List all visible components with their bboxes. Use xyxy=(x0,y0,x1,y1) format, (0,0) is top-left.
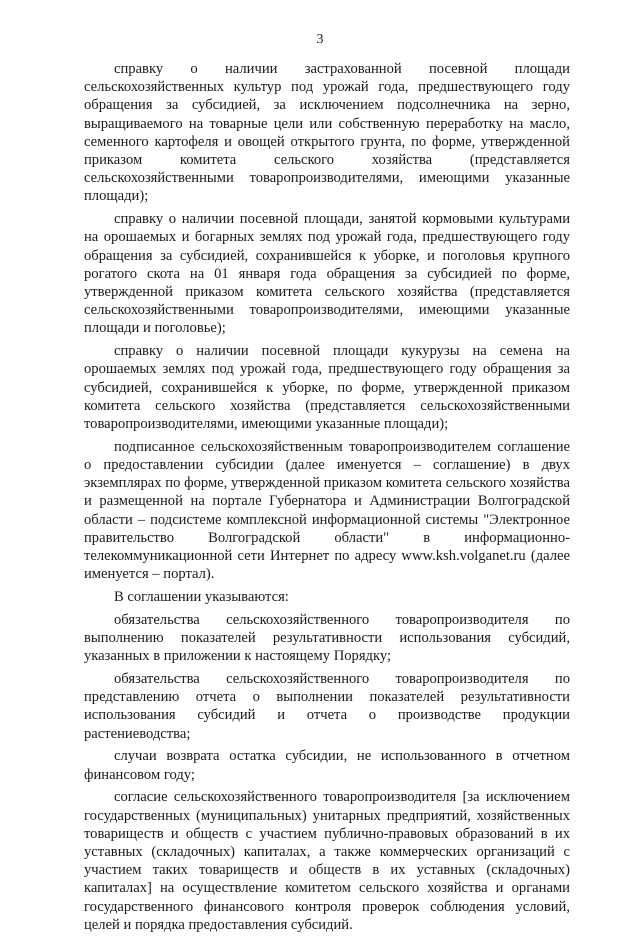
paragraph: обязательства сельскохозяйственного товаропроизводителя по выполнению показателей результативности использования субсидий, указанных в приложении к настоящему Порядку; xyxy=(84,611,570,665)
paragraph: согласие сельскохозяйственного товаропроизводителя [за исключением государственных (муниципальных) унитарных предприятий, хозяйственных товариществ и обществ с участием публично-правовых образований в их уставных (складочных) капиталах, а также коммерческих организаций с участием таких товариществ и обществ в их уставных (складочных) капиталах] на осуществление комитетом сельского хозяйства и органами государственного финансового контроля проверок соблюдения условий, целей и порядка предоставления субсидий. xyxy=(84,789,570,933)
paragraph: В соглашении указываются: xyxy=(114,589,289,606)
document-body xyxy=(84,60,570,939)
paragraph: справку о наличии посевной площади кукурузы на семена на орошаемых землях под урожай года, предшествующего году обращения за субсидией, сохранившейся к уборке, по форме, утвержденной приказом комитета сельского хозяйства (представляется сельскохозяйственными товаропроизводителями, имеющими указанные площади); xyxy=(84,343,570,433)
paragraph: подписанное сельскохозяйственным товаропроизводителем соглашение о предоставлении субсидии (далее именуется – соглашение) в двух экземплярах по форме, утвержденной приказом комитета сельского хозяйства и размещенной на портале Губернатора и Администрации Волгоградской области – подсистеме комплексной информационной системы "Электронное правительство Волгоградской области" в информационно-телекоммуникационной сети Интернет по адресу www.ksh.volganet.ru (далее именуется – портал). xyxy=(84,438,570,583)
paragraph: справку о наличии посевной площади, занятой кормовыми культурами на орошаемых и богарных землях под урожай года, предшествующего году обращения за субсидией, сохранившейся к уборке, и поголовья крупного рогатого скота на 01 января года обращения за субсидией по форме, утвержденной приказом комитета сельского хозяйства (представляется сельскохозяйственными товаропроизводителями, имеющими указанные площади и поголовье); xyxy=(84,211,570,337)
paragraph: случаи возврата остатка субсидии, не использованного в отчетном финансовом году; xyxy=(84,748,570,783)
paragraph: справку о наличии застрахованной посевной площади сельскохозяйственных культур под урожай года, предшествующего году обращения за субсидией, за исключением подсолнечника на зерно, выращиваемого на товарные цели или собственную переработку на масло, семенного картофеля и овощей открытого грунта, по форме, утвержденной приказом комитета сельского хозяйства (представляется сельскохозяйственными товаропроизводителями, имеющими указанные площади); xyxy=(84,61,570,205)
paragraph: обязательства сельскохозяйственного товаропроизводителя по представлению отчета о выполнении показателей результативности использования субсидий и отчета о производстве продукции растениеводства; xyxy=(84,671,570,742)
page-number: 3 xyxy=(316,32,324,47)
